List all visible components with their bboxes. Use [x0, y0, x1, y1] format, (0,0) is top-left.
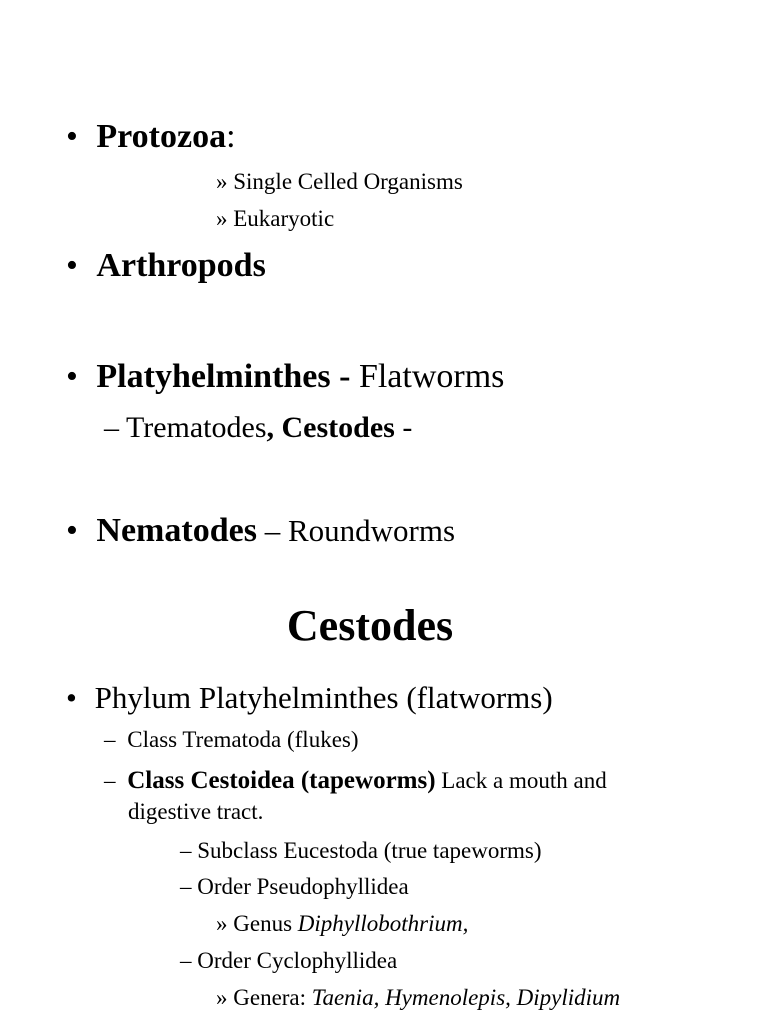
trematodes-text: – Trematodes: [104, 411, 267, 444]
order-pseudophyllidea-line: – Order Pseudophyllidea: [180, 874, 409, 899]
order-cyclophyllidea-line: – Order Cyclophyllidea: [180, 948, 398, 973]
bullet: •: [66, 512, 78, 549]
phylum-line: [66, 682, 553, 713]
dash: –: [104, 727, 116, 752]
nematodes-desc: – Roundworms: [256, 513, 456, 548]
trailing-dash: -: [394, 411, 413, 444]
nematodes-term: Nematodes: [96, 512, 257, 549]
bullet: •: [66, 680, 77, 715]
platyhelminthes-desc: Flatworms: [350, 358, 505, 395]
platyhelminthes-term: Platyhelminthes -: [96, 358, 351, 395]
arthropods-line: [66, 249, 266, 283]
protozoa-item-2: » Eukaryotic: [216, 206, 335, 231]
genera-names: Taenia, Hymenolepis, Dipylidium: [311, 985, 621, 1010]
protozoa-line: [66, 120, 236, 154]
protozoa-colon: :: [226, 118, 236, 155]
genus-line: [216, 912, 468, 935]
platyhelminthes-sub: [104, 413, 412, 443]
class-cestoidea-term: Class Cestoidea (tapeworms): [127, 767, 436, 794]
dash: –: [104, 768, 116, 793]
bullet: •: [66, 358, 78, 395]
subclass-line: – Subclass Eucestoda (true tapeworms): [180, 838, 542, 863]
class-trematoda-line: [104, 728, 359, 751]
bullet: •: [66, 118, 78, 155]
protozoa-term: Protozoa: [96, 118, 227, 155]
genus-prefix: » Genus: [216, 911, 298, 936]
nematodes-line: [66, 514, 455, 548]
arthropods-term: Arthropods: [96, 247, 266, 284]
protozoa-item-1: » Single Celled Organisms: [216, 169, 463, 194]
genera-prefix: » Genera:: [216, 985, 312, 1010]
platyhelminthes-line: [66, 360, 504, 394]
genus-name: Diphyllobothrium,: [297, 911, 469, 936]
bullet: •: [66, 247, 78, 284]
phylum-text: Phylum Platyhelminthes (flatworms): [94, 680, 553, 715]
genera-line: [216, 986, 620, 1009]
slide-title: Cestodes: [286, 601, 454, 650]
class-cestoidea-line: [104, 768, 607, 793]
cestodes-term: Cestodes: [274, 411, 395, 444]
class-cestoidea-desc: Lack a mouth and: [435, 768, 607, 793]
class-cestoidea-desc-cont: digestive tract.: [128, 799, 264, 824]
comma: ,: [266, 411, 275, 444]
class-trematoda-text: Class Trematoda (flukes): [127, 727, 359, 752]
